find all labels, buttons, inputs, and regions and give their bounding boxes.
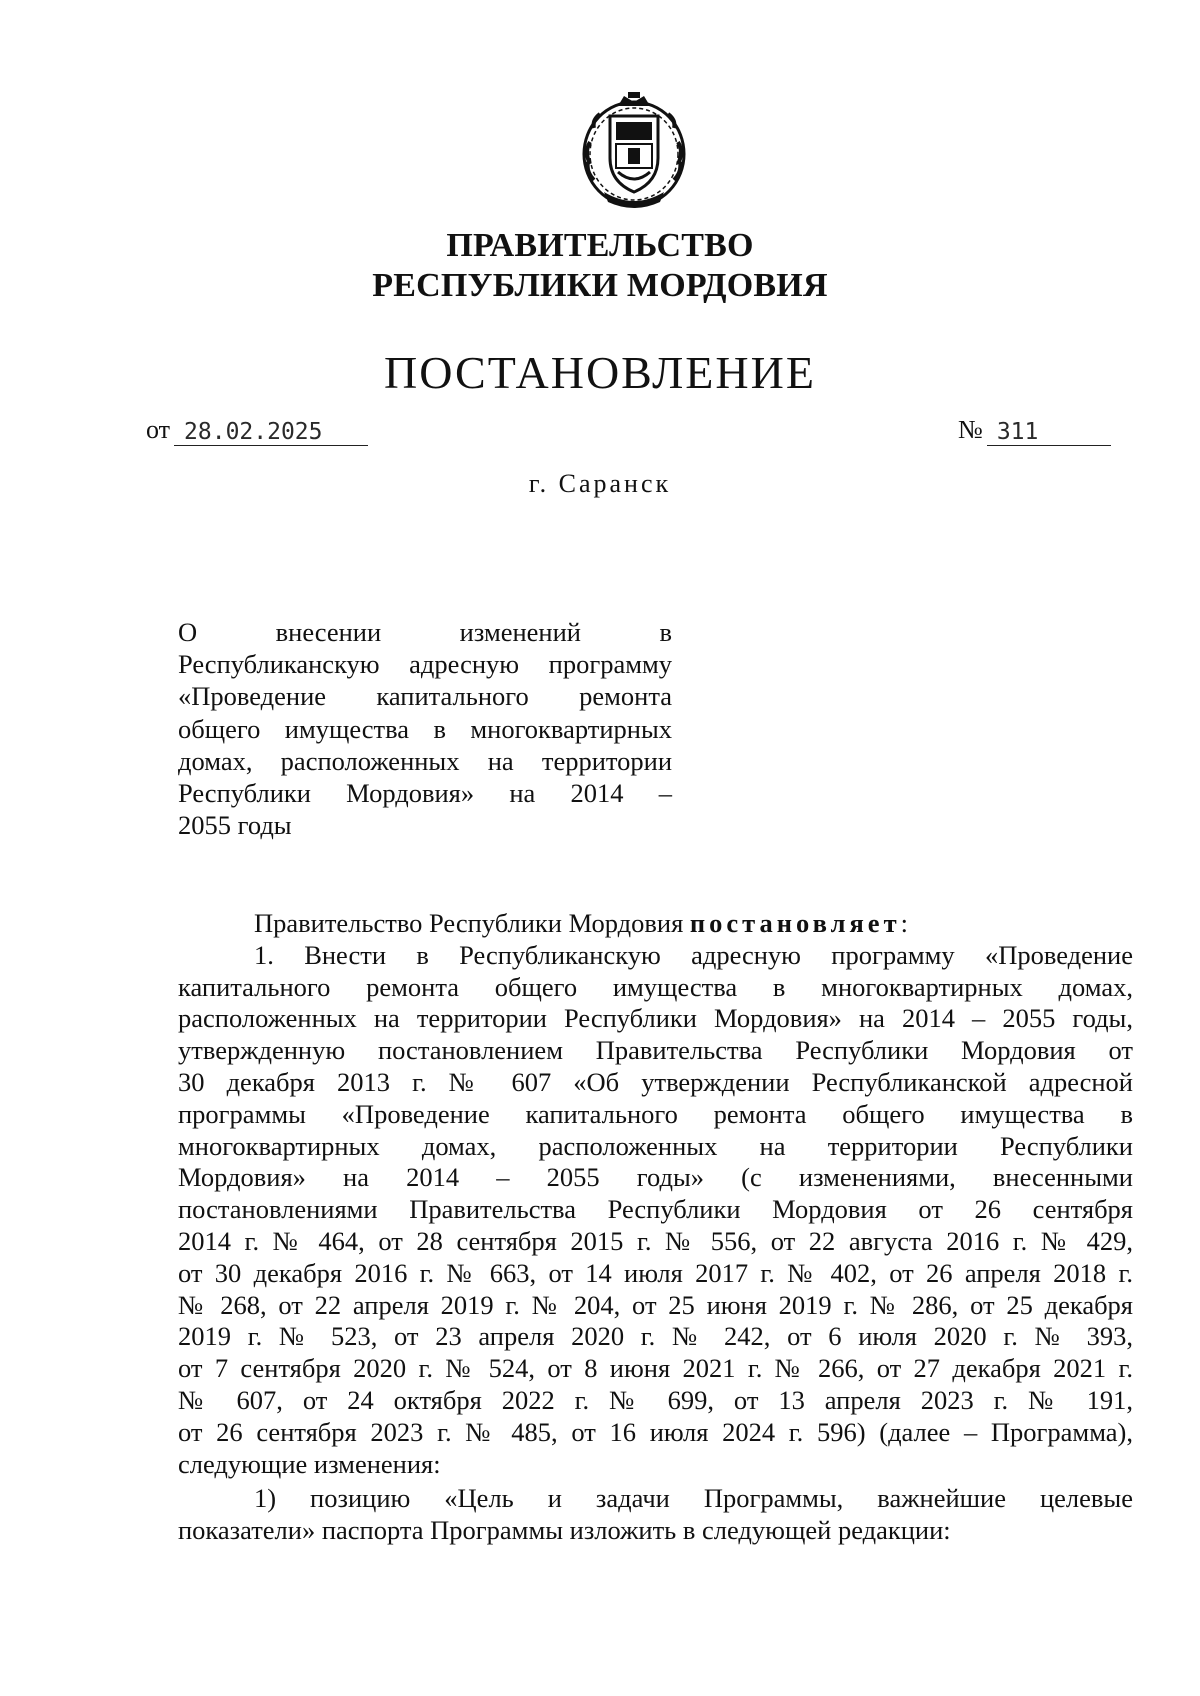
number-row <box>958 414 1111 446</box>
paragraph-2-line: 1) позицию «Цель и задачи Программы, важнейшие целевые <box>254 1483 1133 1514</box>
subject-line: Республиканскую адресную программу <box>178 649 672 680</box>
date-value: 28.02.2025 <box>174 419 368 446</box>
paragraph-1-line: 2019 г. № 523, от 23 апреля 2020 г. № 242, от 6 июля 2020 г. № 393, <box>178 1321 1133 1352</box>
paragraph-1-line: от 7 сентября 2020 г. № 524, от 8 июня 2021 г. № 266, от 27 декабря 2021 г. <box>178 1353 1133 1384</box>
paragraph-1-line: постановлениями Правительства Республики Мордовия от 26 сентября <box>178 1194 1133 1225</box>
number-prefix: № <box>958 415 983 444</box>
paragraph-1-line: капитального ремонта общего имущества в многоквартирных домах, <box>178 971 1133 1002</box>
subject-line: домах, расположенных на территории <box>178 745 672 776</box>
paragraph-1-line: 30 декабря 2013 г. № 607 «Об утверждении Республиканской адресной <box>178 1066 1133 1097</box>
preamble-verb: постановляет <box>689 908 901 938</box>
preamble <box>178 908 1133 940</box>
paragraph-1-line: № 268, от 22 апреля 2019 г. № 204, от 25 июня 2019 г. № 286, от 25 декабря <box>178 1289 1133 1320</box>
coat-of-arms-emblem <box>578 92 690 210</box>
decree-body <box>178 908 1133 1547</box>
paragraph-1-line: 2014 г. № 464, от 28 сентября 2015 г. № 556, от 22 августа 2016 г. № 429, <box>178 1225 1133 1256</box>
city-name: г. Саранск <box>528 469 672 498</box>
date-prefix: от <box>146 415 171 444</box>
paragraph-1-line: программы «Проведение капитального ремонта общего имущества в <box>178 1098 1133 1129</box>
number-value: 311 <box>987 419 1111 446</box>
government-title-line1: ПРАВИТЕЛЬСТВО <box>446 227 754 264</box>
decree-title: ПОСТАНОВЛЕНИЕ <box>384 347 816 398</box>
decree-subject <box>178 616 672 841</box>
paragraph-1-line: 1. Внести в Республиканскую адресную программу «Проведение <box>254 939 1133 970</box>
date-row <box>146 414 368 446</box>
paragraph-1-line: следующие изменения: <box>178 1448 441 1479</box>
preamble-end: : <box>900 908 908 938</box>
subject-line: общего имущества в многоквартирных <box>178 713 672 744</box>
preamble-text: Правительство Республики Мордовия <box>254 908 690 938</box>
paragraph-1-line: многоквартирных домах, расположенных на территории Республики <box>178 1130 1133 1161</box>
paragraph-1-line: утвержденную постановлением Правительства Республики Мордовия от <box>178 1035 1133 1066</box>
paragraph-1-line: расположенных на территории Республики Мордовия» на 2014 – 2055 годы, <box>178 1003 1133 1034</box>
paragraph-1-line: № 607, от 24 октября 2022 г. № 699, от 13 апреля 2023 г. № 191, <box>178 1384 1133 1415</box>
paragraph-1-line: Мордовия» на 2014 – 2055 годы» (с изменениями, внесенными <box>178 1162 1133 1193</box>
government-title-line2: РЕСПУБЛИКИ МОРДОВИЯ <box>372 267 828 304</box>
paragraph-2-line: показатели» паспорта Программы изложить в следующей редакции: <box>178 1515 951 1546</box>
subject-line: Республики Мордовия» на 2014 – <box>178 777 672 808</box>
paragraph-1-line: от 30 декабря 2016 г. № 663, от 14 июля 2017 г. № 402, от 26 апреля 2018 г. <box>178 1257 1133 1288</box>
subject-line: 2055 годы <box>178 810 292 841</box>
paragraph-1-line: от 26 сентября 2023 г. № 485, от 16 июля 2024 г. 596) (далее – Программа), <box>178 1416 1133 1447</box>
subject-line: О внесении изменений в <box>178 617 672 647</box>
subject-line: «Проведение капитального ремонта <box>178 681 672 712</box>
